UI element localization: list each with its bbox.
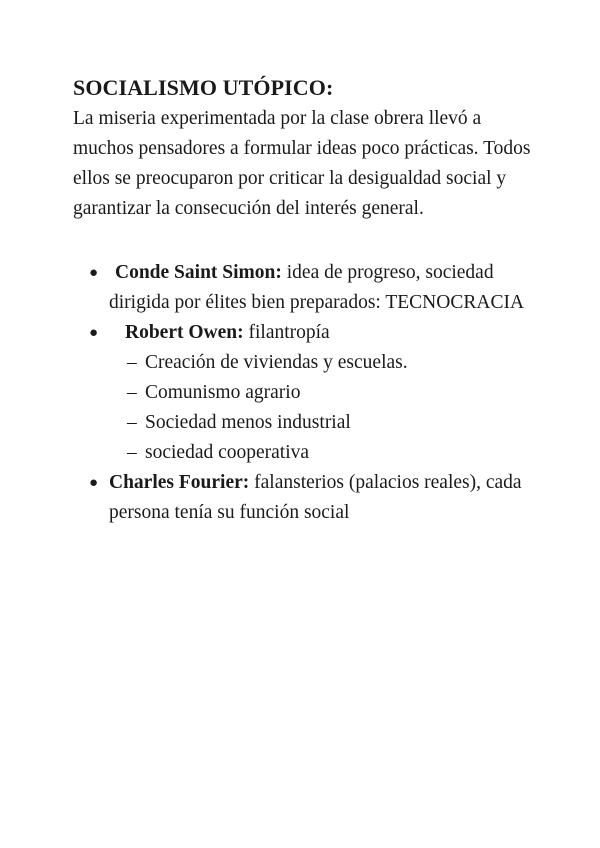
bullet-icon: ● bbox=[89, 325, 99, 341]
dash-icon: – bbox=[127, 352, 137, 373]
bullet-text: idea de progreso, sociedad dirigida por élites bien preparados: TECNOCRACIA bbox=[109, 262, 525, 313]
page-title: SOCIALISMO UTÓPICO: bbox=[73, 75, 334, 100]
bullet-list bbox=[73, 258, 543, 528]
sub-list-item: – Sociedad menos industrial bbox=[127, 408, 543, 438]
bullet-name: Robert Owen: bbox=[125, 322, 244, 343]
bullet-name: Conde Saint Simon: bbox=[115, 262, 282, 283]
sub-list-item: – sociedad cooperativa bbox=[127, 438, 543, 468]
list-item-robert-owen bbox=[73, 318, 543, 468]
list-item-saint-simon bbox=[73, 258, 543, 318]
list-item-charles-fourier bbox=[73, 468, 543, 528]
bullet-text: filantropía bbox=[248, 322, 330, 343]
bullet-name: Charles Fourier: bbox=[109, 472, 250, 493]
dash-icon: – bbox=[127, 442, 137, 463]
dash-icon: – bbox=[127, 412, 137, 433]
bullet-icon: ● bbox=[89, 265, 99, 281]
sub-list-item: – Creación de viviendas y escuelas. bbox=[127, 348, 543, 378]
bullet-icon: ● bbox=[89, 475, 99, 491]
intro-paragraph: La miseria experimentada por la clase obrera llevó a muchos pensadores a formular ideas poco prácticas. Todos ellos se preocuparon por criticar la desigualdad social y garantizar la consecución del interés general. bbox=[73, 108, 531, 219]
bullet-text: falansterios (palacios reales), cada persona tenía su función social bbox=[109, 472, 522, 523]
sub-list-item: – Comunismo agrario bbox=[127, 378, 543, 408]
dash-icon: – bbox=[127, 382, 137, 403]
document-page bbox=[73, 74, 543, 528]
sub-list bbox=[109, 348, 543, 468]
